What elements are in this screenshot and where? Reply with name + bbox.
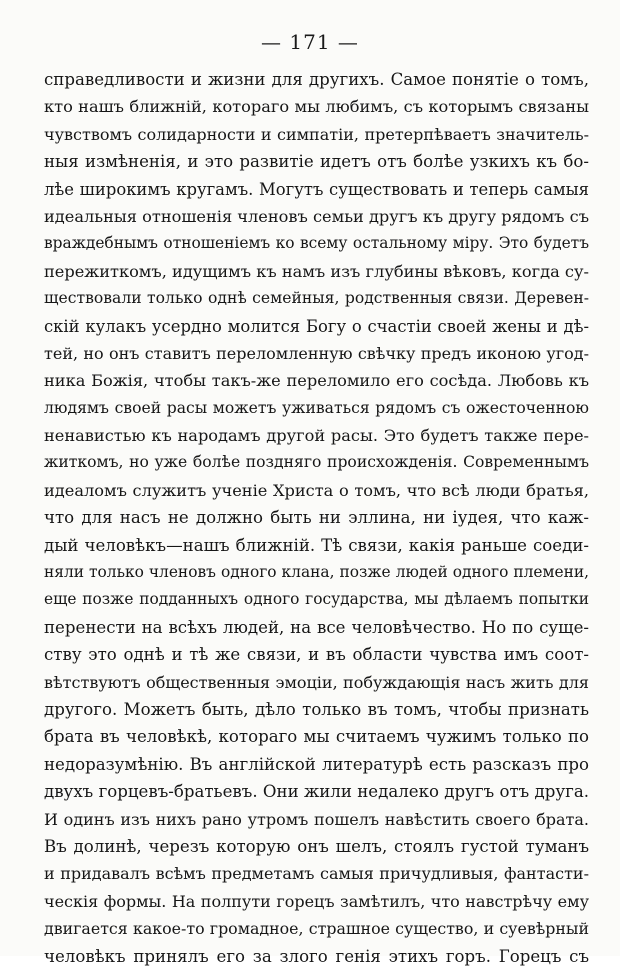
text-line: двухъ горцевъ-братьевъ. Они жили недалеко другъ отъ друга.	[44, 782, 589, 802]
text-line: ществовали только однѣ семейныя, родственныя связи. Деревен-	[44, 289, 589, 308]
page-number: — 171 —	[261, 30, 359, 54]
text-line: идеальныя отношенія членовъ семьи другъ къ другу рядомъ съ	[44, 206, 589, 226]
text-line: и придавалъ всѣмъ предметамъ самыя причудливыя, фантасти-	[44, 864, 589, 884]
text-line: кто нашъ ближній, котораго мы любимъ, съ которымъ связаны	[44, 97, 589, 117]
text-line: ника Божія, чтобы такъ-же переломило его сосѣда. Любовь къ	[44, 371, 589, 391]
text-line: дый человѣкъ—нашъ ближній. Тѣ связи, какія раньше соеди-	[44, 535, 589, 555]
text-line: человѣкъ принялъ его за злого генія этихъ горъ. Горецъ съ	[44, 946, 589, 966]
text-line: ныя измѣненія, и это развитіе идетъ отъ болѣе узкихъ къ бо-	[44, 152, 589, 172]
text-line: идеаломъ служитъ ученіе Христа о томъ, что всѣ люди братья,	[44, 480, 589, 500]
text-line: ству это однѣ и тѣ же связи, и въ области чувства имъ соот-	[44, 645, 589, 665]
text-line: ческія формы. На полпути горецъ замѣтилъ, что навстрѣчу ему	[44, 891, 589, 911]
text-line: двигается какое-то громадное, страшное существо, и суевѣрный	[44, 919, 589, 939]
text-line: другого. Можетъ быть, дѣло только въ томъ, чтобы признать	[44, 699, 589, 719]
text-line: недоразумѣнію. Въ англійской литературѣ есть разсказъ про	[44, 754, 589, 774]
text-line: враждебнымъ отношеніемъ ко всему остальному міру. Это будетъ	[44, 234, 589, 253]
text-line: пережиткомъ, идущимъ къ намъ изъ глубины вѣковъ, когда су-	[44, 261, 589, 281]
text-line: перенести на всѣхъ людей, на все человѣчество. Но по суще-	[44, 617, 589, 637]
text-line: тей, но онъ ставитъ переломленную свѣчку предъ иконою угод-	[44, 343, 589, 363]
text-line: что для насъ не должно быть ни эллина, ни іудея, что каж-	[44, 508, 589, 528]
text-line: чувствомъ солидарности и симпатіи, претерпѣваетъ значитель-	[44, 124, 589, 144]
text-line: лѣе широкимъ кругамъ. Могутъ существовать и теперь самыя	[44, 179, 589, 199]
text-line: справедливости и жизни для другихъ. Самое понятіе о томъ,	[44, 70, 589, 89]
text-line: еще позже подданныхъ одного государства, мы дѣлаемъ попытки	[44, 590, 589, 609]
text-line: людямъ своей расы можетъ уживаться рядомъ съ ожесточенною	[44, 398, 589, 417]
text-line: ненавистью къ народамъ другой расы. Это будетъ также пере-	[44, 426, 589, 446]
text-line: няли только членовъ одного клана, позже людей одного племени,	[44, 563, 589, 582]
text-line: Въ долинѣ, черезъ которую онъ шелъ, стоялъ густой туманъ	[44, 836, 589, 856]
text-line: И одинъ изъ нихъ рано утромъ пошелъ навѣстить своего брата.	[44, 809, 589, 829]
text-line: скій кулакъ усердно молится Богу о счастіи своей жены и дѣ-	[44, 316, 589, 336]
text-line: житкомъ, но уже болѣе поздняго происхожденія. Современнымъ	[44, 453, 589, 472]
body-text	[44, 66, 589, 970]
text-line: брата въ человѣкѣ, котораго мы считаемъ чужимъ только по	[44, 727, 589, 747]
text-line: вѣтствуютъ общественныя эмоціи, побуждающія насъ жить для	[44, 672, 589, 692]
